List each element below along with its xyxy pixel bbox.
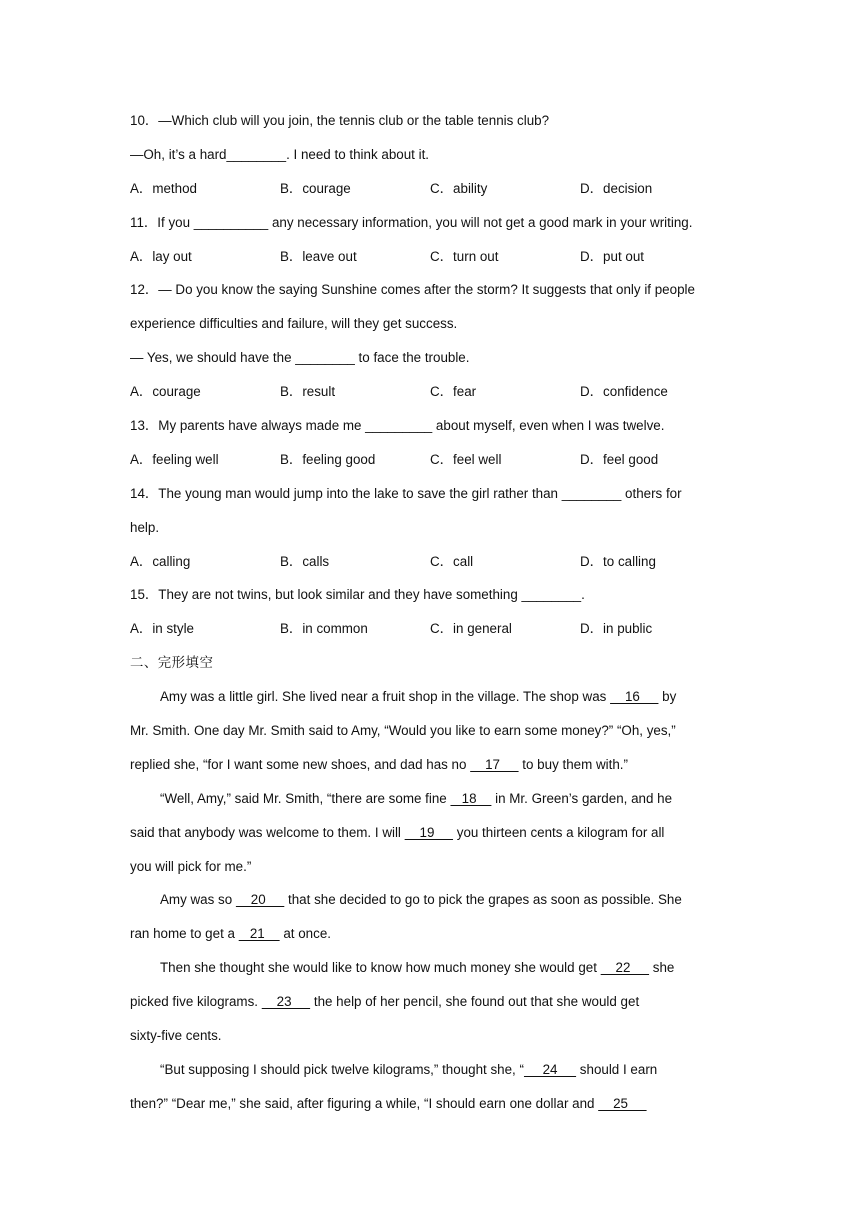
option-c: C．ability xyxy=(430,180,488,196)
option-a: A．feeling well xyxy=(130,451,219,467)
question-text: 11．If you __________ any necessary information, you will not get a good mark in your writing. xyxy=(130,214,693,230)
blank-16: 16 xyxy=(610,689,659,705)
answer-options xyxy=(130,176,730,210)
question-text: 15．They are not twins, but look similar and they have something ________. xyxy=(130,587,585,603)
option-c: C．in general xyxy=(430,621,512,637)
passage-line xyxy=(130,786,730,820)
passage-line xyxy=(130,887,730,921)
option-a: A．lay out xyxy=(130,248,192,264)
option-c: C．fear xyxy=(430,384,477,400)
passage-text: the help of her pencil, she found out that she would get xyxy=(310,994,640,1010)
blank-25: 25 xyxy=(598,1095,647,1111)
passage-line xyxy=(130,684,730,718)
passage-line: Mr. Smith. One day Mr. Smith said to Amy, “Would you like to earn some money?” “Oh, yes,” xyxy=(130,723,676,739)
question-text: —Oh, it’s a hard________. I need to think about it. xyxy=(130,146,430,162)
question-text: 13．My parents have always made me _________ about myself, even when I was twelve. xyxy=(130,418,665,434)
question-10 xyxy=(130,108,730,210)
passage-line xyxy=(130,820,730,854)
question-text: experience difficulties and failure, will they get success. xyxy=(130,316,458,332)
passage-text: “Well, Amy,” said Mr. Smith, “there are some fine xyxy=(160,790,451,806)
option-b: B．feeling good xyxy=(280,451,376,467)
passage-text: in Mr. Green’s garden, and he xyxy=(491,790,673,806)
passage-text: ran home to get a xyxy=(130,926,239,942)
question-13 xyxy=(130,413,730,481)
passage-text: that she decided to go to pick the grapes as soon as possible. She xyxy=(284,892,682,908)
option-d: D．decision xyxy=(580,180,653,196)
passage-text: replied she, “for I want some new shoes, and dad has no xyxy=(130,756,471,772)
passage-line xyxy=(130,955,730,989)
option-a: A．calling xyxy=(130,553,191,569)
passage-text: to buy them with.” xyxy=(518,756,628,772)
option-d: D．put out xyxy=(580,248,645,264)
question-text: — Yes, we should have the ________ to face the trouble. xyxy=(130,350,470,366)
passage-text: at once. xyxy=(279,926,331,942)
passage-line xyxy=(130,1091,730,1125)
question-text: help. xyxy=(130,519,160,535)
blank-19: 19 xyxy=(404,824,454,840)
passage-text: said that anybody was welcome to them. I will xyxy=(130,824,405,840)
blank-17: 17 xyxy=(470,756,519,772)
passage-line xyxy=(130,752,730,786)
passage-text: “But supposing I should pick twelve kilograms,” thought she, “ xyxy=(160,1061,524,1077)
passage-text: you thirteen cents a kilogram for all xyxy=(453,824,665,840)
option-d: D．in public xyxy=(580,621,653,637)
option-b: B．courage xyxy=(280,180,351,196)
option-d: D．confidence xyxy=(580,384,668,400)
option-c: C．feel well xyxy=(430,451,502,467)
passage-text: Then she thought she would like to know how much money she would get xyxy=(160,960,601,976)
passage-line: sixty-five cents. xyxy=(130,1028,222,1044)
passage-text: Amy was a little girl. She lived near a fruit shop in the village. The shop was xyxy=(160,689,611,705)
answer-options xyxy=(130,244,730,278)
question-text: 14．The young man would jump into the lake to save the girl rather than ________ others for xyxy=(130,485,682,501)
question-12 xyxy=(130,277,730,413)
passage-text: Amy was so xyxy=(160,892,236,908)
section-heading: 二、完形填空 xyxy=(130,655,214,671)
passage-line xyxy=(130,989,730,1023)
option-d: D．to calling xyxy=(580,553,656,569)
passage-line xyxy=(130,921,730,955)
answer-options xyxy=(130,447,730,481)
question-text: 12．— Do you know the saying Sunshine comes after the storm? It suggests that only if people xyxy=(130,282,695,298)
option-b: B．in common xyxy=(280,621,368,637)
question-14 xyxy=(130,481,730,583)
blank-24: 24 xyxy=(523,1061,577,1077)
passage-text: she xyxy=(649,960,675,976)
option-a: A．in style xyxy=(130,621,194,637)
passage-line xyxy=(130,1057,730,1091)
blank-18: 18 xyxy=(450,790,492,806)
option-b: B．result xyxy=(280,384,336,400)
passage-text: should I earn xyxy=(576,1061,658,1077)
blank-22: 22 xyxy=(600,960,650,976)
answer-options xyxy=(130,616,730,650)
question-text: 10．—Which club will you join, the tennis club or the table tennis club? xyxy=(130,113,550,128)
passage-text: picked five kilograms. xyxy=(130,994,262,1010)
passage-text: by xyxy=(658,689,677,705)
passage-line: you will pick for me.” xyxy=(130,858,252,874)
option-a: A．method xyxy=(130,180,197,196)
blank-23: 23 xyxy=(261,994,311,1010)
answer-options xyxy=(130,379,730,413)
option-a: A．courage xyxy=(130,384,201,400)
option-d: D．feel good xyxy=(580,451,659,467)
cloze-passage xyxy=(130,684,730,1125)
blank-20: 20 xyxy=(235,892,285,908)
answer-options xyxy=(130,549,730,583)
question-11 xyxy=(130,210,730,278)
blank-21: 21 xyxy=(238,926,280,942)
option-b: B．leave out xyxy=(280,248,357,264)
option-c: C．call xyxy=(430,553,474,569)
option-b: B．calls xyxy=(280,553,330,569)
passage-text: then?” “Dear me,” she said, after figuring a while, “I should earn one dollar and xyxy=(130,1095,599,1111)
exam-page xyxy=(130,108,730,1125)
question-15 xyxy=(130,582,730,650)
option-c: C．turn out xyxy=(430,248,499,264)
